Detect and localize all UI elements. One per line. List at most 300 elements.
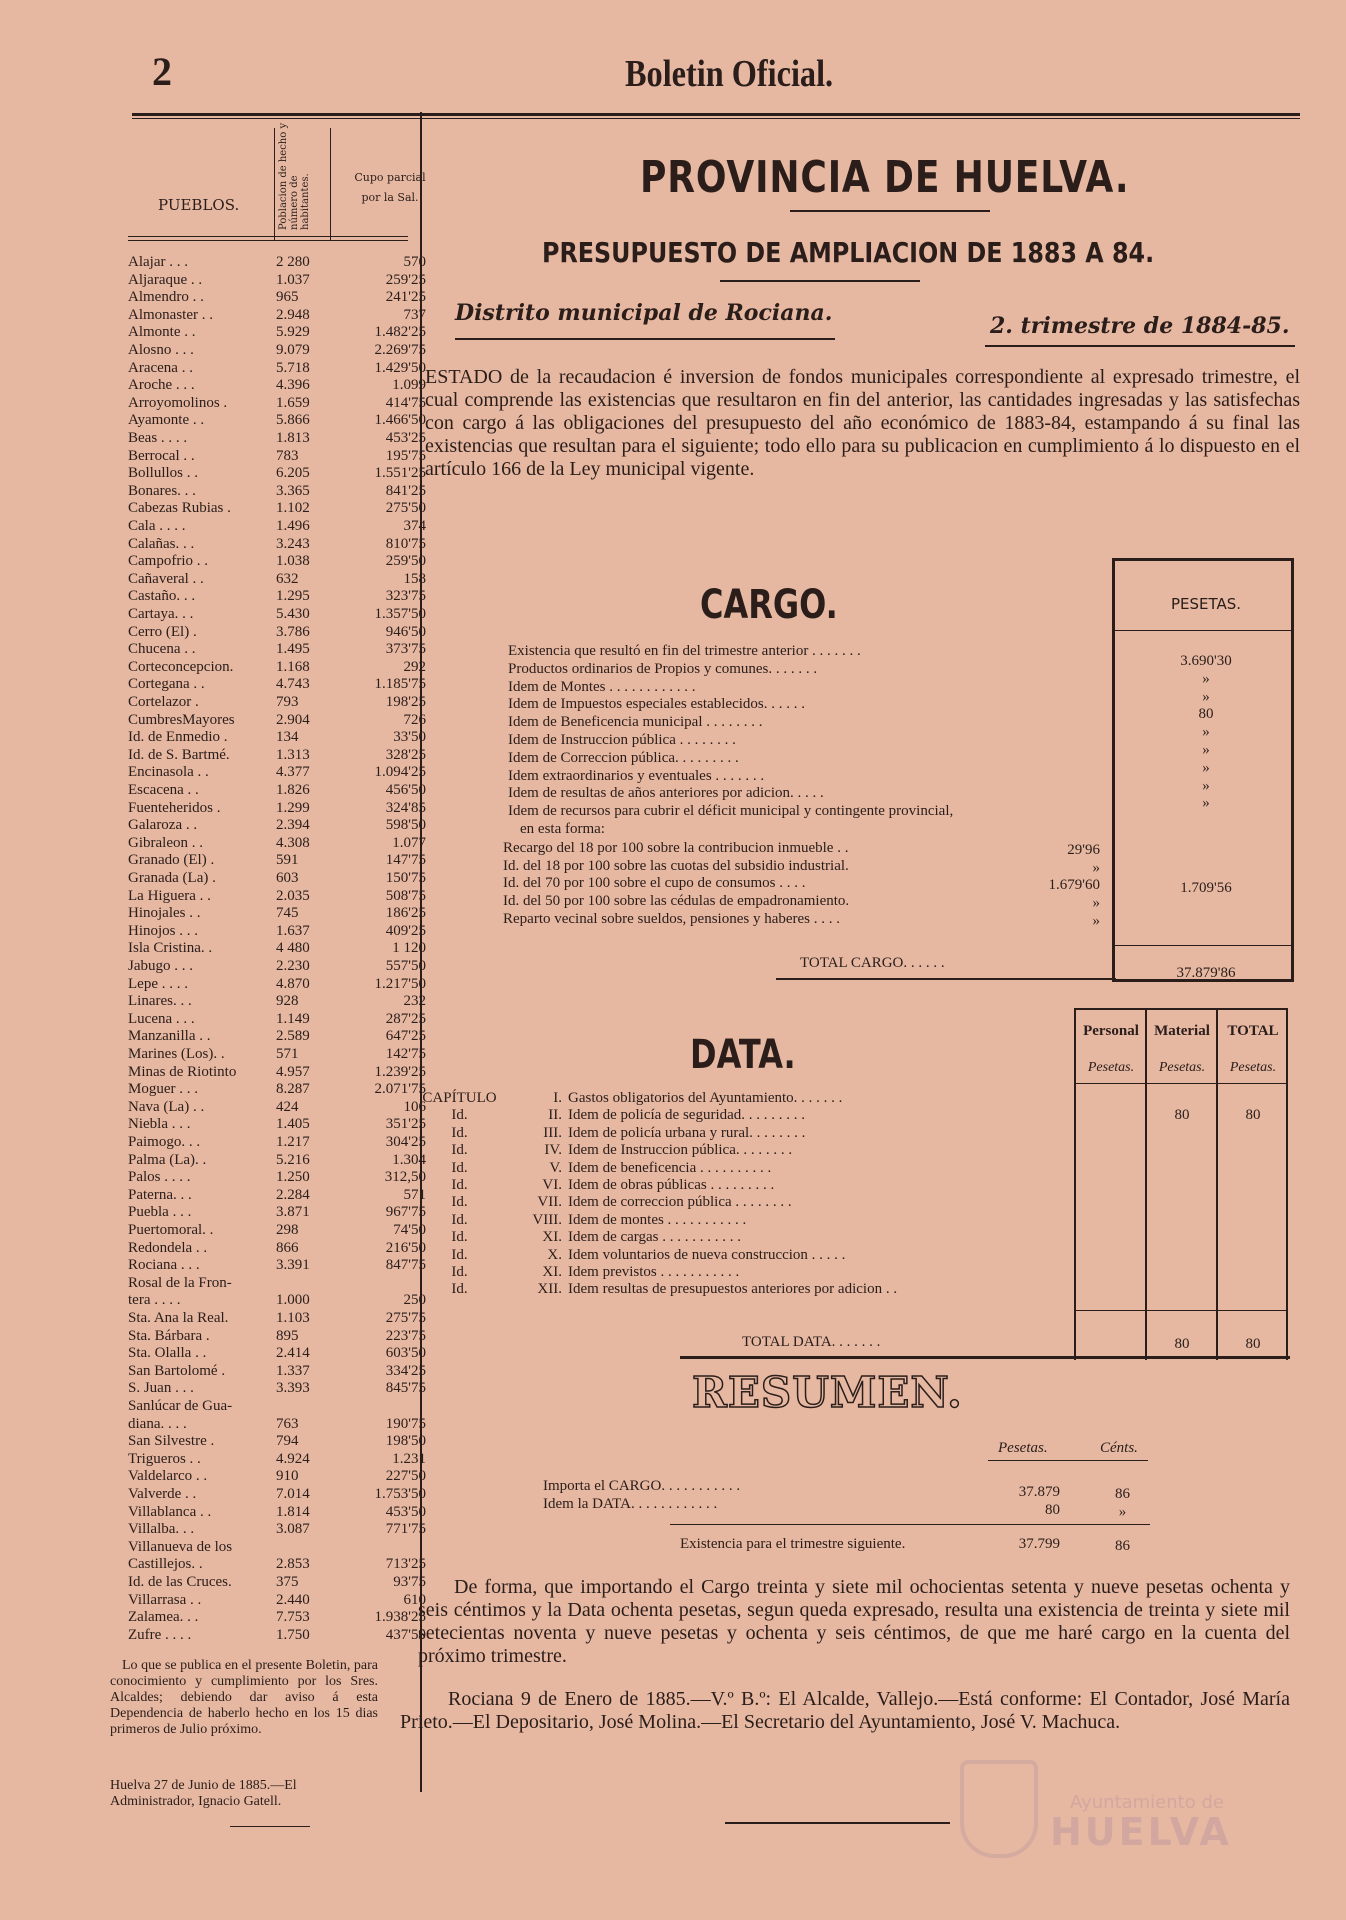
table-row [128, 571, 428, 588]
data-row-number: IV. [544, 1142, 562, 1159]
town-pop: 2.394 [276, 817, 310, 834]
table-row [128, 1627, 428, 1644]
cargo-sub-item-label: Reparto vecinal sobre sueldos, pensiones y haberes . . . . [503, 911, 840, 927]
town-cupo: 1.753'50 [374, 1486, 426, 1502]
town-pop: 910 [276, 1468, 299, 1485]
town-cupo: 967'75 [385, 1204, 426, 1221]
town-cupo: 287'25 [385, 1010, 426, 1027]
table-row [128, 324, 428, 341]
trimestre-rule [985, 345, 1295, 347]
town-cupo: 1.551'25 [374, 465, 426, 482]
data-row-number: XI. [542, 1229, 562, 1246]
town-pop: 8.287 [276, 1081, 310, 1098]
town-name: Granado (El) . [128, 852, 215, 869]
town-cupo: 2.071'75 [374, 1081, 426, 1098]
town-cupo: 847'75 [385, 1257, 426, 1274]
town-cupo: 328'25 [385, 746, 426, 763]
table-row [128, 377, 428, 394]
town-pop: 375 [276, 1574, 299, 1590]
table-row [128, 1539, 428, 1556]
district-rule [455, 338, 835, 340]
town-name: Sanlúcar de Gua- [128, 1398, 233, 1414]
town-name: Isla Cristina. . [128, 940, 213, 957]
town-pop: 4.396 [276, 377, 310, 394]
table-row [128, 1433, 428, 1450]
town-cupo: 2.269'75 [374, 342, 426, 358]
watermark-line2: HUELVA [1050, 1810, 1232, 1854]
left-table-col-divider-2 [330, 128, 331, 240]
data-col-total: TOTAL [1227, 1023, 1279, 1039]
data-row [412, 1281, 1072, 1298]
resumen-cargo-pesetas: 37.879 [1018, 1484, 1060, 1500]
town-cupo: 312,50 [384, 1169, 426, 1186]
column-header-pueblos: PUEBLOS. [158, 196, 240, 214]
town-pop: 3.087 [276, 1521, 310, 1538]
town-pop: 632 [276, 570, 299, 587]
cargo-sub-item-value: » [1092, 859, 1100, 876]
table-row [128, 1556, 428, 1573]
budget-ornament [720, 280, 920, 282]
town-cupo: 1 120 [392, 940, 426, 957]
table-row [128, 747, 428, 764]
data-row-number: VII. [537, 1194, 562, 1211]
town-pop: 1.813 [276, 430, 310, 446]
town-pop: 1.250 [276, 1169, 310, 1186]
data-row-total: 80 [1245, 1107, 1261, 1124]
town-pop: 4.957 [276, 1063, 310, 1080]
cargo-sub-item-label: Id. del 50 por 100 sobre las cédulas de empadronamiento. [503, 893, 850, 910]
data-row-number: V. [549, 1159, 562, 1176]
town-cupo: 374 [403, 518, 426, 534]
town-name: Calañas. . . [128, 535, 195, 552]
town-cupo: 158 [403, 570, 426, 587]
table-row [128, 1222, 428, 1239]
town-pop: 2.230 [276, 958, 310, 974]
table-row [128, 1574, 428, 1591]
town-name: Villarrasa . . [128, 1591, 202, 1608]
town-cupo: 453'25 [385, 430, 426, 446]
town-cupo: 351'25 [385, 1116, 426, 1133]
town-name: Alosno . . . [128, 342, 194, 358]
data-row-number: II. [548, 1107, 562, 1124]
data-total-rule [1076, 1310, 1286, 1311]
total-data-total: 80 [1245, 1336, 1261, 1352]
town-name: Encinasola . . [128, 764, 209, 781]
cargo-sub-item-value: » [1092, 913, 1100, 929]
cargo-sub-item-label: Recargo del 18 por 100 sobre la contribucion inmueble . . [503, 839, 849, 856]
cargo-heading: CARGO. [700, 582, 838, 628]
resumen-existencia-pesetas: 37.799 [1018, 1536, 1060, 1552]
town-name: Palma (La). . [128, 1151, 207, 1168]
town-cupo: 150'75 [385, 870, 426, 886]
town-cupo: 198'25 [385, 694, 426, 710]
town-cupo: 508'75 [385, 887, 426, 904]
town-name: Castillejos. . [128, 1556, 203, 1573]
town-name: Paterna. . . [128, 1186, 192, 1203]
data-row-description: Idem de policía de seguridad. . . . . . . . . [568, 1107, 806, 1124]
table-row [128, 483, 428, 500]
cargo-box-header-rule [1115, 630, 1291, 631]
table-row [128, 307, 428, 324]
town-pop: 1.000 [276, 1292, 310, 1309]
table-row [128, 888, 428, 905]
town-name: Cabezas Rubias . [128, 500, 231, 517]
table-row [128, 588, 428, 605]
town-name: Valverde . . [128, 1486, 197, 1502]
paper-title: Boletin Oficial. [625, 53, 834, 95]
town-name: Villablanca . . [128, 1503, 212, 1520]
data-col-material-unit: Pesetas. [1158, 1060, 1206, 1075]
cargo-item-value: » [1202, 742, 1210, 758]
table-row [128, 606, 428, 623]
town-pop: 1.217 [276, 1134, 310, 1150]
data-row-capitulo: Id. [451, 1229, 468, 1246]
table-row [128, 1345, 428, 1362]
town-pop: 5.718 [276, 359, 310, 376]
town-cupo: 726 [403, 711, 426, 728]
town-name: Redondela . . [128, 1239, 208, 1256]
table-row [128, 1398, 428, 1415]
town-pop: 591 [276, 852, 299, 869]
page-number: 2 [152, 49, 172, 94]
intro-paragraph: ESTADO de la recaudacion é inversion de fondos municipales correspondiente al expresado trimestre, el cual comprende las existencias que resultaron en fin del anterior, las cantidades ingresadas y las satisfechas con cargo á las obligaciones del presupuesto del año económico de 1883-84, estampando á su final las existencias que resultan para el siguiente; todo ello para su publicacion en cumplimiento á lo dispuesto en el artículo 166 de la Ley municipal vigente. [425, 366, 1300, 480]
town-pop: 424 [276, 1098, 299, 1115]
town-pop: 965 [276, 289, 299, 306]
resumen-heading: RESUMEN. [692, 1368, 963, 1417]
table-row [128, 1292, 428, 1309]
table-row [128, 1028, 428, 1045]
table-row [128, 1609, 428, 1626]
town-name: Id. de Enmedio . [128, 729, 228, 746]
table-row [128, 1240, 428, 1257]
left-signature: Huelva 27 de Junio de 1885.—El Administrador, Ignacio Gatell. [110, 1778, 297, 1809]
table-row [128, 1064, 428, 1081]
data-col-personal: Personal [1083, 1023, 1139, 1039]
town-pop: 134 [276, 729, 299, 746]
town-cupo: 275'75 [385, 1310, 426, 1326]
table-row [128, 905, 428, 922]
town-pop: 298 [276, 1222, 299, 1238]
town-name: S. Juan . . . [128, 1380, 194, 1397]
table-row [128, 289, 428, 306]
town-pop: 5.216 [276, 1151, 310, 1168]
town-name: Berrocal . . [128, 447, 195, 464]
town-pop: 1.659 [276, 394, 310, 411]
cargo-total-rule [776, 978, 1116, 980]
town-name: Bollullos . . [128, 465, 199, 482]
town-name: Trigueros . . [128, 1450, 201, 1467]
town-name: Ayamonte . . [128, 412, 205, 429]
left-table-col-divider-1 [274, 128, 275, 240]
town-cupo: 1.217'50 [374, 975, 426, 992]
cargo-pesetas-header: PESETAS. [1170, 595, 1242, 613]
town-name: Cala . . . . [128, 518, 186, 534]
table-row [128, 1152, 428, 1169]
town-name: Manzanilla . . [128, 1028, 211, 1045]
conclusion-paragraph: De forma, que importando el Cargo treinta y siete mil ochocientas setenta y nueve pesetas ochenta y seis céntimos y la Data ochenta pesetas, segun queda expresado, resulta una existencia de treinta y siete mil setecientas noventa y nueve pesetas y ochenta y seis céntimos, de que me haré cargo en la cuenta del próximo trimestre. [418, 1576, 1290, 1667]
cargo-item-value: » [1202, 759, 1210, 776]
town-cupo: 275'50 [385, 500, 426, 517]
town-name: Sta. Ana la Real. [128, 1310, 229, 1326]
town-pop: 1.295 [276, 588, 310, 605]
table-row [128, 1046, 428, 1063]
left-end-rule [230, 1826, 310, 1827]
town-cupo: 603'50 [385, 1345, 426, 1362]
town-name: diana. . . . [128, 1415, 187, 1432]
town-cupo: 93'75 [393, 1574, 426, 1590]
table-row [128, 1504, 428, 1521]
cargo-item-label: Idem de Beneficencia municipal . . . . . . . . [508, 714, 763, 731]
town-name: Alajar . . . [128, 254, 188, 270]
town-cupo: 106 [403, 1098, 426, 1115]
town-cupo: 845'75 [385, 1380, 426, 1397]
town-name: Marines (Los). . [128, 1046, 225, 1062]
resumen-data-pesetas: 80 [1045, 1502, 1060, 1518]
town-name: Castaño. . . [128, 588, 196, 605]
data-row-capitulo: CAPÍTULO [422, 1090, 497, 1106]
town-pop: 2.035 [276, 887, 310, 904]
table-row [128, 923, 428, 940]
town-pop: 5.866 [276, 412, 310, 429]
data-col-material: Material [1154, 1023, 1210, 1039]
town-cupo: 1.304 [392, 1151, 426, 1168]
data-row-description: Idem de obras públicas . . . . . . . . . [568, 1177, 775, 1193]
data-row-description: Idem de montes . . . . . . . . . . . [568, 1211, 747, 1228]
town-pop: 1.037 [276, 271, 310, 288]
town-name: Rociana . . . [128, 1257, 200, 1274]
town-cupo: 292 [403, 658, 426, 675]
town-cupo: 373'75 [385, 641, 426, 658]
data-row-capitulo: Id. [451, 1177, 468, 1193]
data-row-capitulo: Id. [451, 1194, 468, 1211]
town-pop: 1.168 [276, 658, 310, 675]
data-row-number: VIII. [532, 1211, 562, 1228]
town-name: Arroyomolinos . [128, 394, 228, 411]
town-name: Bonares. . . [128, 482, 196, 499]
cargo-box-total-rule [1115, 945, 1291, 946]
data-row [412, 1125, 1072, 1142]
watermark-line1: Ayuntamiento de [1070, 1792, 1224, 1813]
table-row [128, 448, 428, 465]
resumen-pesetas-header: Pesetas. [998, 1440, 1048, 1456]
cargo-item-value: 80 [1198, 706, 1214, 723]
data-row [412, 1107, 1072, 1124]
town-cupo: 409'25 [385, 922, 426, 939]
cargo-item-value: 3.690'30 [1180, 653, 1232, 669]
resumen-existencia-label: Existencia para el trimestre siguiente. [680, 1536, 906, 1552]
data-row-capitulo: Id. [451, 1281, 468, 1298]
total-data-material: 80 [1174, 1336, 1190, 1352]
town-pop: 9.079 [276, 342, 310, 358]
data-row-description: Idem resultas de presupuestos anteriores por adicion . . [568, 1281, 898, 1298]
town-name: Hinojales . . [128, 905, 201, 922]
end-rule [725, 1822, 950, 1824]
cargo-item-label: Idem de Instruccion pública . . . . . . . . [508, 732, 736, 748]
town-name: Campofrio . . [128, 553, 208, 570]
data-row [412, 1142, 1072, 1159]
town-pop: 1.814 [276, 1503, 310, 1520]
town-name: Cortegana . . [128, 676, 205, 693]
town-cupo: 1.099 [392, 377, 426, 394]
cargo-item-label: Idem extraordinarios y eventuales . . . . . . . [508, 767, 765, 784]
cargo-item-label: Idem de Correccion pública. . . . . . . . . [508, 749, 739, 766]
resumen-data-cents: » [1118, 1504, 1127, 1520]
resumen-cargo-label: Importa el CARGO. . . . . . . . . . . [543, 1478, 741, 1494]
town-cupo: 147'75 [385, 852, 426, 869]
town-pop: 1.496 [276, 518, 310, 534]
town-pop: 2.853 [276, 1556, 310, 1573]
town-cupo: 570 [403, 254, 426, 270]
town-pop: 1.313 [276, 746, 310, 763]
town-cupo: 1.094'25 [374, 764, 426, 781]
table-row [128, 1187, 428, 1204]
data-bottom-rule [680, 1356, 1290, 1359]
cargo-item-value: » [1202, 688, 1210, 705]
town-name: Sta. Olalla . . [128, 1345, 207, 1362]
data-col-total-unit: Pesetas. [1229, 1060, 1277, 1075]
table-row [128, 1204, 428, 1221]
table-row [128, 1363, 428, 1380]
table-row [128, 940, 428, 957]
data-row-description: Idem voluntarios de nueva construccion . . . . . [568, 1246, 846, 1263]
town-name: Id. de las Cruces. [128, 1574, 232, 1590]
town-cupo: 453'50 [385, 1503, 426, 1520]
town-pop: 3.365 [276, 482, 310, 499]
town-cupo: 198'50 [385, 1433, 426, 1450]
data-row-capitulo: Id. [451, 1124, 468, 1141]
town-cupo: 323'75 [385, 588, 426, 605]
data-row-capitulo: Id. [451, 1159, 468, 1176]
town-name: Aljaraque . . [128, 271, 203, 288]
town-name: Nava (La) . . [128, 1098, 205, 1115]
town-name: Corteconcepcion. [128, 658, 234, 675]
table-row [128, 395, 428, 412]
town-cupo: 1.466'50 [374, 412, 426, 429]
title-ornament [790, 210, 990, 212]
town-cupo: 227'50 [385, 1468, 426, 1485]
data-col-personal-unit: Pesetas. [1087, 1060, 1135, 1075]
data-row-number: VI. [542, 1177, 562, 1193]
town-cupo: 571 [403, 1186, 426, 1203]
town-cupo: 250 [403, 1292, 426, 1309]
town-pop: 7.014 [276, 1486, 310, 1502]
data-row [412, 1212, 1072, 1229]
town-cupo: 1.482'25 [374, 324, 426, 341]
town-name: Hinojos . . . [128, 922, 199, 939]
town-pop: 2 280 [276, 254, 310, 270]
town-name: La Higuera . . [128, 887, 211, 904]
town-name: Puertomoral. . [128, 1222, 214, 1238]
town-name: Granada (La) . [128, 870, 216, 886]
header-rule-thin [132, 118, 1300, 119]
town-cupo: 74'50 [393, 1222, 426, 1238]
town-name: San Silvestre . [128, 1433, 215, 1450]
table-row [128, 659, 428, 676]
data-heading: DATA. [690, 1032, 796, 1078]
town-pop: 2.948 [276, 306, 310, 323]
town-pop: 4.377 [276, 764, 310, 781]
town-pop: 794 [276, 1433, 299, 1450]
table-row [128, 764, 428, 781]
table-row [128, 1011, 428, 1028]
resumen-head-rule [988, 1460, 1148, 1461]
table-row [128, 1416, 428, 1433]
town-name: Gibraleon . . [128, 834, 203, 851]
town-pop: 3.393 [276, 1380, 310, 1397]
town-pop: 2.904 [276, 711, 310, 728]
table-row [128, 1116, 428, 1133]
town-pop: 3.786 [276, 623, 310, 640]
data-row-capitulo: Id. [451, 1142, 468, 1159]
town-name: Niebla . . . [128, 1116, 191, 1133]
data-row-material: 80 [1174, 1107, 1190, 1124]
town-name: Villalba. . . [128, 1521, 195, 1538]
town-name: Escacena . . [128, 782, 199, 798]
town-name: Galaroza . . [128, 817, 198, 834]
total-data-label: TOTAL DATA. . . . . . . [742, 1334, 881, 1350]
data-row-description: Idem de cargas . . . . . . . . . . . [568, 1229, 742, 1246]
data-row-number: X. [547, 1246, 562, 1263]
town-cupo: 1.429'50 [374, 359, 426, 376]
town-pop: 1.102 [276, 500, 310, 517]
table-row [128, 1081, 428, 1098]
town-pop: 1.038 [276, 553, 310, 570]
data-row-number: XII. [537, 1281, 562, 1298]
cargo-item-label: Productos ordinarios de Propios y comunes. . . . . . . [508, 660, 818, 677]
town-name: Rosal de la Fron- [128, 1274, 232, 1291]
total-cargo-value: 37.879'86 [1176, 965, 1236, 981]
town-name: Sta. Bárbara . [128, 1327, 210, 1344]
resumen-sum-rule [670, 1524, 1150, 1525]
town-cupo: 810'75 [385, 535, 426, 552]
table-row [128, 976, 428, 993]
cargo-item-label: Idem de Montes . . . . . . . . . . . . [508, 678, 696, 695]
town-pop: 3.871 [276, 1204, 310, 1221]
town-pop: 1.103 [276, 1310, 310, 1326]
town-pop: 4.308 [276, 834, 310, 851]
data-row [412, 1194, 1072, 1211]
data-row-capitulo: Id. [451, 1107, 468, 1124]
town-name: Paimogo. . . [128, 1134, 201, 1150]
town-name: Lucena . . . [128, 1010, 195, 1027]
town-pop: 4 480 [276, 940, 310, 957]
table-row [128, 729, 428, 746]
town-pop: 603 [276, 870, 299, 886]
data-row [412, 1177, 1072, 1194]
table-row [128, 1275, 428, 1292]
town-pop: 1.337 [276, 1362, 310, 1379]
town-pop: 2.414 [276, 1345, 310, 1362]
table-row [128, 800, 428, 817]
town-name: tera . . . . [128, 1292, 181, 1309]
data-row [412, 1264, 1072, 1281]
town-cupo: 610 [403, 1591, 426, 1608]
data-row-number: III. [543, 1124, 562, 1141]
town-cupo: 841'25 [385, 482, 426, 499]
column-header-poblacion: Poblacion de hecho y número de habitantes. [278, 122, 311, 230]
town-pop: 3.243 [276, 535, 310, 552]
cargo-item-value: » [1202, 777, 1210, 794]
town-pop: 4.870 [276, 975, 310, 992]
town-cupo: 232 [403, 993, 426, 1010]
town-name: Villanueva de los [128, 1538, 233, 1555]
town-pop: 2.440 [276, 1591, 310, 1608]
resumen-existencia-cents: 86 [1115, 1538, 1130, 1554]
data-row-number: I. [553, 1090, 562, 1106]
cargo-item-value: » [1202, 670, 1210, 687]
data-head-rule [1076, 1083, 1286, 1084]
trimestre-label: 2. trimestre de 1884-85. [990, 313, 1290, 339]
